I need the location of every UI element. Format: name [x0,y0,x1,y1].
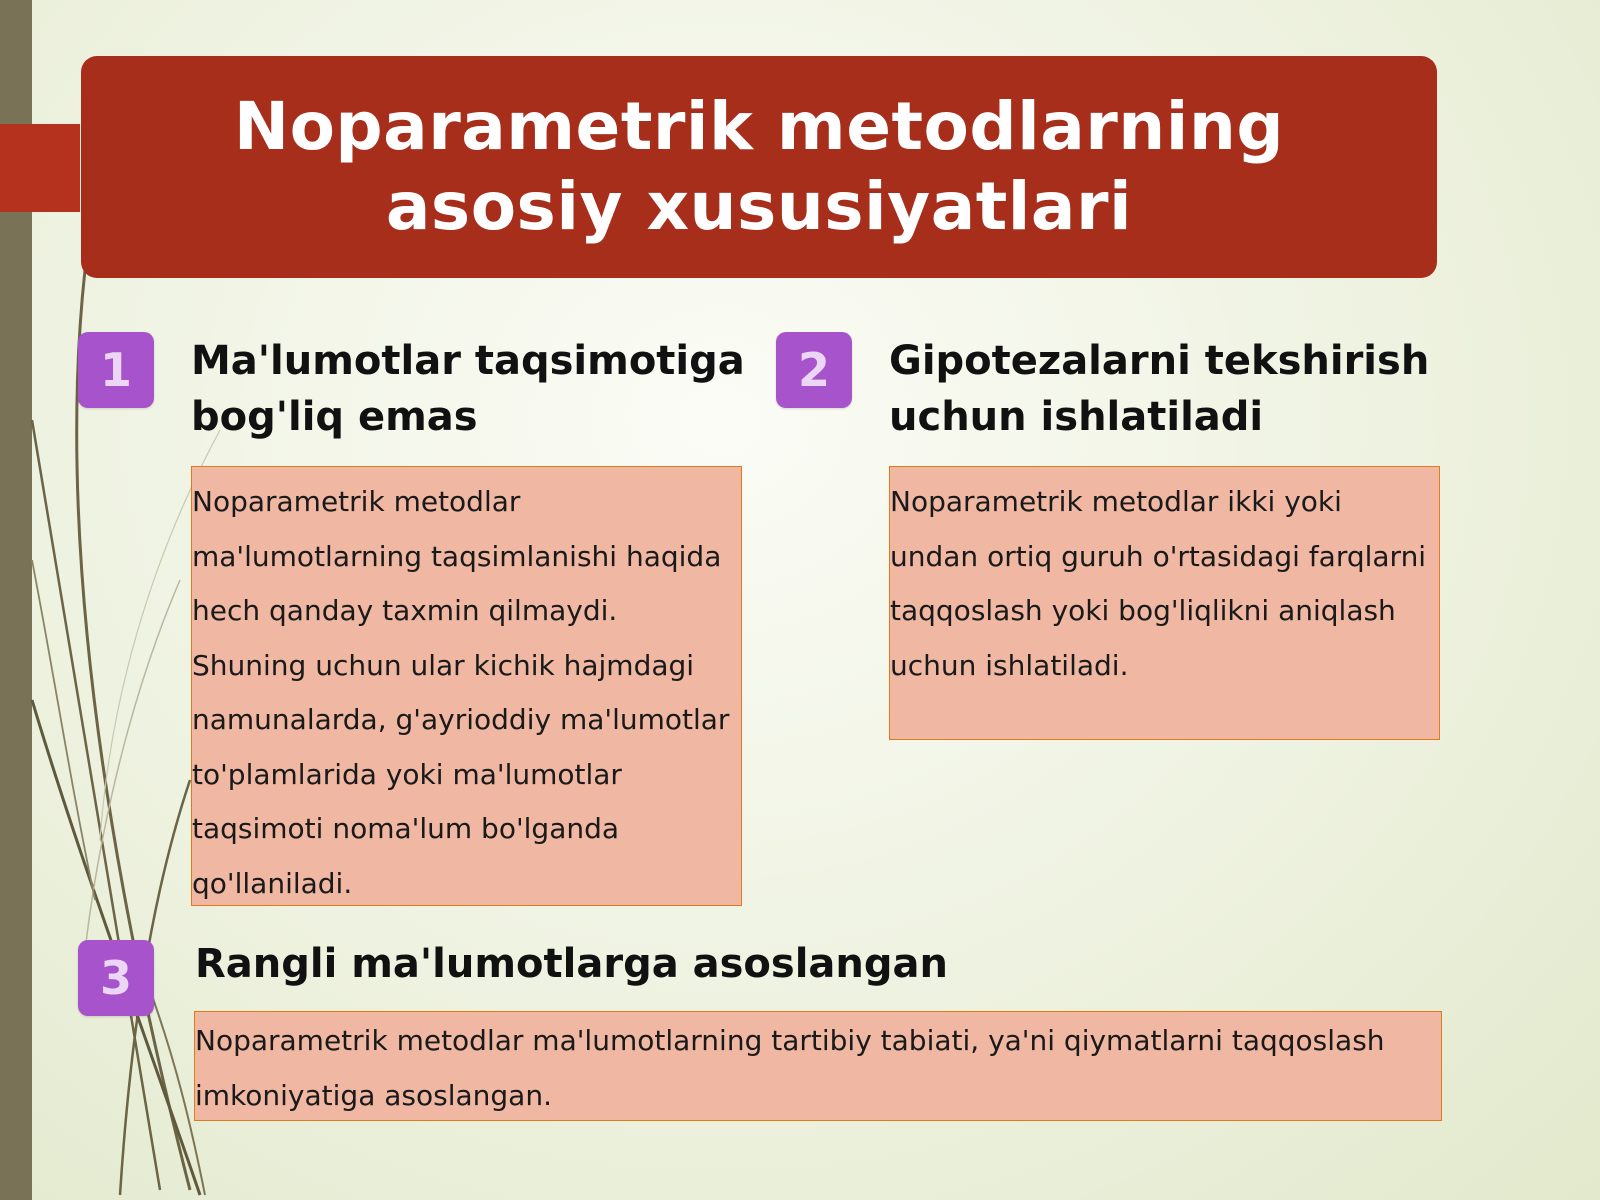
feature-number-badge-2: 2 [776,332,852,408]
feature-heading-1: Ma'lumotlar taqsimotiga bog'liq emas [191,338,745,440]
feature-heading-2: Gipotezalarni tekshirish uchun ishlatiladi [889,338,1430,440]
feature-number-badge-3: 3 [78,940,154,1016]
feature-description-2: Noparametrik metodlar ikki yoki undan ortiq guruh o'rtasidagi farqlarni taqqoslash yoki bog'liqlikni aniqlash uchun ishlatiladi. [889,466,1440,740]
feature-number-badge-1: 1 [78,332,154,408]
feature-description-3: Noparametrik metodlar ma'lumotlarning tartibiy tabiati, ya'ni qiymatlarni taqqoslash imkoniyatiga asoslangan. [194,1011,1442,1121]
feature-description-1: Noparametrik metodlar ma'lumotlarning taqsimlanishi haqida hech qanday taxmin qilmaydi. Shuning uchun ular kichik hajmdagi namunalarda, g'ayrioddiy ma'lumotlar to'plamlarida yoki ma'lumotlar taqsimoti noma'lum bo'lganda qo'llaniladi. [191,466,742,906]
title-banner [81,56,1437,278]
slide-title: Noparametrik metodlarning asosiy xususiyatlari [233,88,1285,245]
feature-heading-3: Rangli ma'lumotlarga asoslangan [195,941,948,987]
